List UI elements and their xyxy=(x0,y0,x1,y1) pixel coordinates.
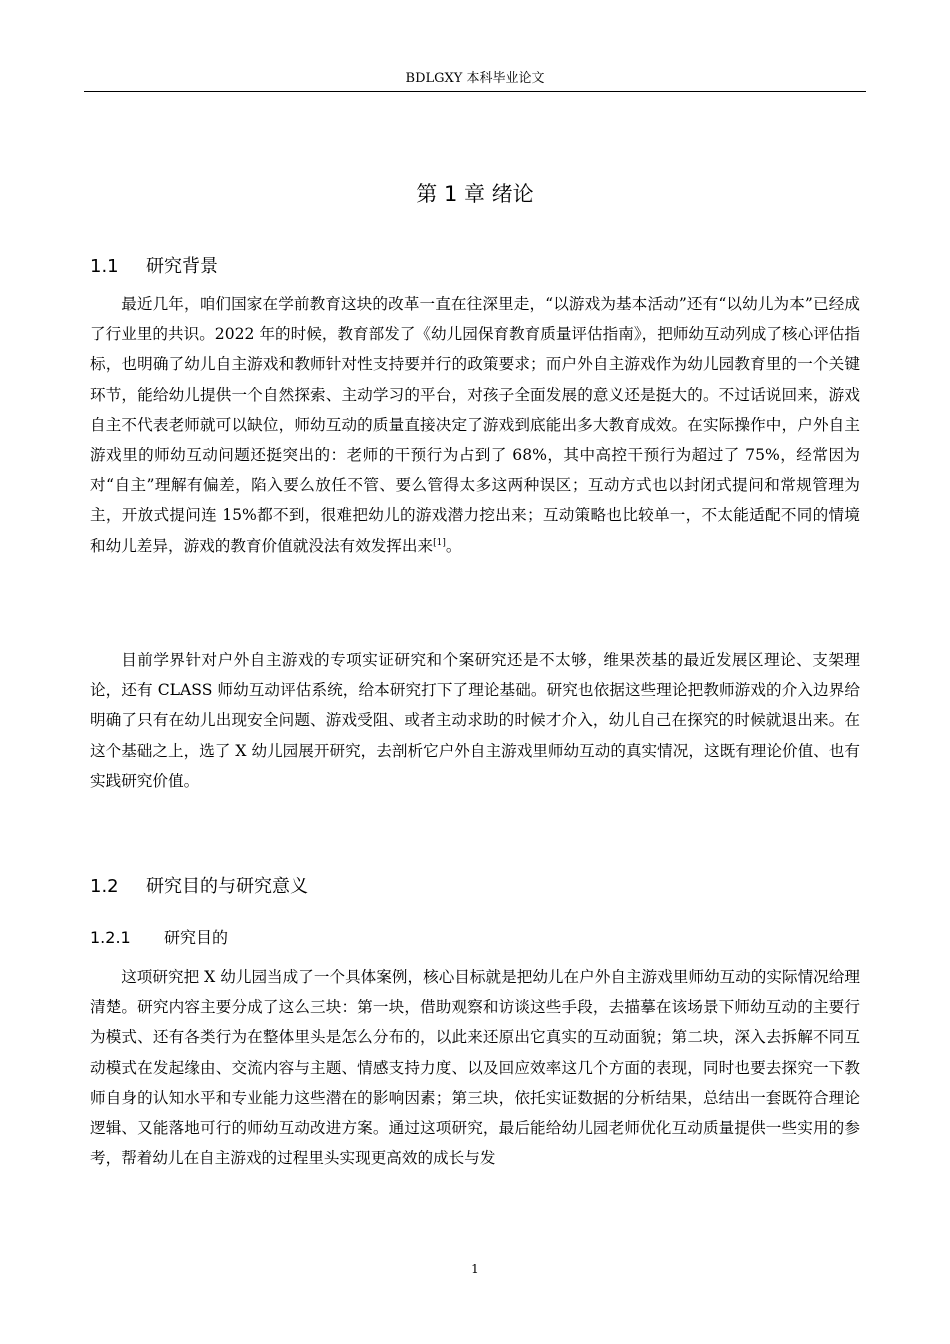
section-number: 1.2 xyxy=(90,876,119,897)
section-heading-1-1 xyxy=(90,254,218,280)
section-heading-1-2 xyxy=(90,874,308,900)
paragraph-text: 最近几年，咱们国家在学前教育这块的改革一直在往深里走，“以游戏为基本活动”还有“以幼儿为本”已经成了行业里的共识。2022 年的时候，教育部发了《幼儿园保育教育质量评估指南》，把师幼互动列成了核心评估指标，也明确了幼儿自主游戏和教师针对性支持要并行的政策要求；而户外自主游戏作为幼儿园教育里的一个关键环节，能给幼儿提供一个自然探索、主动学习的平台，对孩子全面发展的意义还是挺大的。不过话说回来，游戏自主不代表老师就可以缺位，师幼互动的质量直接决定了游戏到底能出多大教育成效。在实际操作中，户外自主游戏里的师幼互动问题还挺突出的：老师的干预行为占到了 68%，其中高控干预行为超过了 75%，经常因为对“自主”理解有偏差，陷入要么放任不管、要么管得太多这两种误区；互动方式也以封闭式提问和常规管理为主，开放式提问连 15%都不到，很难把幼儿的游戏潜力挖出来；互动策略也比较单一，不太能适配不同的情境和幼儿差异，游戏的教育价值就没法有效发挥出来 xyxy=(90,295,860,555)
page-number: 1 xyxy=(471,1262,479,1276)
header-text: BDLGXY 本科毕业论文 xyxy=(405,71,545,86)
subsection-title: 研究目的 xyxy=(164,928,229,947)
section-title: 研究目的与研究意义 xyxy=(146,876,308,897)
page-header xyxy=(84,70,866,92)
chapter-title: 第 1 章 绪论 xyxy=(416,182,534,206)
background-paragraph-2: 目前学界针对户外自主游戏的专项实证研究和个案研究还是不太够，维果茨基的最近发展区理论、支架理论，还有 CLASS 师幼互动评估系统，给本研究打下了理论基础。研究也依据这些理论把教师游戏的介入边界给明确了只有在幼儿出现安全问题、游戏受阻、或者主动求助的时候才介入，幼儿自己在探究的时候就退出来。在这个基础之上，选了 X 幼儿园展开研究，去剖析它户外自主游戏里师幼互动的真实情况，这既有理论价值、也有实践研究价值。 xyxy=(90,651,860,790)
subsection-number: 1.2.1 xyxy=(90,928,131,947)
purpose-paragraph: 这项研究把 X 幼儿园当成了一个具体案例，核心目标就是把幼儿在户外自主游戏里师幼互动的实际情况给理清楚。研究内容主要分成了这么三块：第一块，借助观察和访谈这些手段，去描摹在该场景下师幼互动的主要行为模式、还有各类行为在整体里头是怎么分布的，以此来还原出它真实的互动面貌；第二块，深入去拆解不同互动模式在发起缘由、交流内容与主题、情感支持力度、以及回应效率这几个方面的表现，同时也要去探究一下教师自身的认知水平和专业能力这些潜在的影响因素；第三块，依托实证数据的分析结果，总结出一套既符合理论逻辑、又能落地可行的师幼互动改进方案。通过这项研究，最后能给幼儿园老师优化互动质量提供一些实用的参考，帮着幼儿在自主游戏的过程里头实现更高效的成长与发 xyxy=(90,968,860,1168)
subsection-heading-1-2-1 xyxy=(90,926,228,950)
paragraph-end-punctuation: 。 xyxy=(445,536,462,555)
section-number: 1.1 xyxy=(90,256,119,277)
background-paragraph-1 xyxy=(90,289,860,561)
section-title: 研究背景 xyxy=(146,256,218,277)
citation-marker: [1] xyxy=(433,537,446,548)
